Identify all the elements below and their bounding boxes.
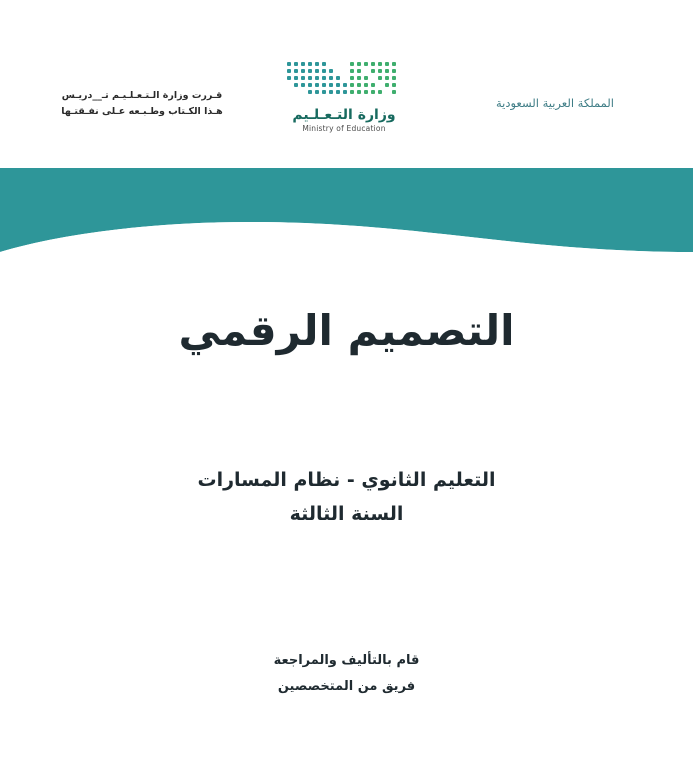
decision-note-line-1: قـررت وزارة الـتـعـلـيـم تـ__دريـس [61,90,223,101]
kingdom-label: المملكة العربية السعودية [496,96,614,110]
book-title: التصميم الرقمي [178,306,515,355]
teal-swoosh-band [0,160,693,280]
page-header [0,0,693,165]
ministry-decision-note [52,88,232,120]
decision-note-line-2: هـذا الكـتاب وطـبـعه عـلى نفـقتـها [61,106,223,117]
subtitle-line-2: السنة الثالثة [289,503,404,525]
credits-line-2: فريق من المتخصصين [277,679,416,694]
book-credits [0,648,693,700]
subtitle-line-1: التعليم الثانوي - نظام المسارات [197,469,496,491]
credits-line-1: قام بالتأليف والمراجعة [273,653,420,668]
ministry-logo-mark-icon [285,60,403,104]
book-subtitle [0,463,693,531]
ministry-logo [274,60,414,133]
ministry-logo-name-en: Ministry of Education [302,124,386,133]
ministry-logo-name-ar: وزارة التـعـلـيم [292,107,396,123]
